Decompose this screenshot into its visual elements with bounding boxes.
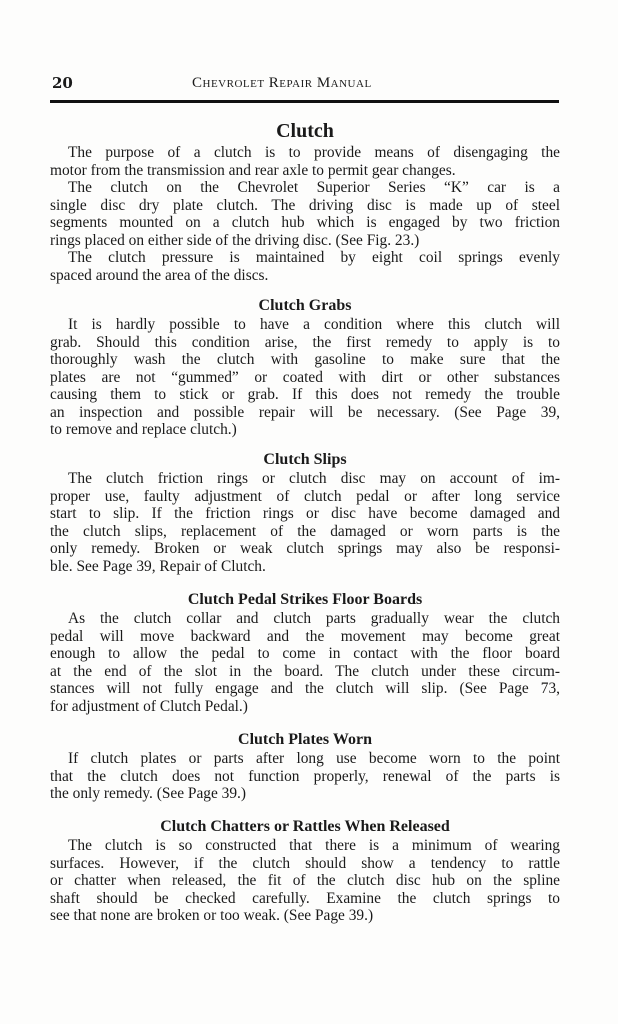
text-line: surfaces. However, if the clutch should show a tendency to rattle xyxy=(50,854,560,872)
running-head: Chevrolet Repair Manual xyxy=(192,75,372,91)
text-line: the clutch slips, replacement of the damaged or worn parts is the xyxy=(50,522,560,540)
text-line: stances will not fully engage and the clutch will slip. (See Page 73, xyxy=(50,680,560,697)
text-line: The clutch friction rings or clutch disc may on account of im- xyxy=(68,470,560,487)
text-line: enough to allow the pedal to come in contact with the floor board xyxy=(50,645,560,662)
text-line: start to slip. If the friction rings or disc have become damaged and xyxy=(50,505,560,522)
page-number: 20 xyxy=(52,74,73,92)
text-line: single disc dry plate clutch. The driving disc is made up of steel xyxy=(50,196,560,214)
text-line: at the end of the slot in the board. The clutch under these circum- xyxy=(50,662,560,680)
section xyxy=(50,589,560,715)
text-line: an inspection and possible repair will be necessary. (See Page 39, xyxy=(50,403,560,421)
text-line: grab. Should this condition arise, the first remedy to apply is to xyxy=(50,333,560,351)
section-heading: Clutch Plates Worn xyxy=(238,731,372,748)
text-line: rings placed on either side of the driving disc. (See Fig. 23.) xyxy=(50,231,420,249)
text-line: motor from the transmission and rear axle to permit gear changes. xyxy=(50,161,456,179)
section xyxy=(50,118,560,284)
section-heading: Clutch Chatters or Rattles When Released xyxy=(160,818,450,835)
text-line: As the clutch collar and clutch parts gradually wear the clutch xyxy=(68,610,560,627)
text-line: causing them to stick or grab. If this does not remedy the trouble xyxy=(50,386,560,403)
text-line: only remedy. Broken or weak clutch springs may also be responsi- xyxy=(50,540,560,557)
text-line: ble. See Page 39, Repair of Clutch. xyxy=(50,557,266,575)
section xyxy=(50,816,560,925)
section xyxy=(50,449,560,575)
text-line: If clutch plates or parts after long use become worn to the point xyxy=(68,750,560,767)
section xyxy=(50,295,560,439)
header-rule xyxy=(50,100,559,103)
text-line: pedal will move backward and the movement may become great xyxy=(50,627,560,645)
text-line: shaft should be checked carefully. Examine the clutch springs to xyxy=(50,889,560,907)
text-line: spaced around the area of the discs. xyxy=(50,266,269,284)
text-line: segments mounted on a clutch hub which is engaged by two friction xyxy=(50,214,560,231)
text-line: The clutch on the Chevrolet Superior Series “K” car is a xyxy=(68,179,560,196)
section xyxy=(50,729,560,803)
text-line: that the clutch does not function properly, renewal of the parts is xyxy=(50,767,560,785)
section-heading: Clutch Grabs xyxy=(258,297,352,314)
text-line: The clutch is so constructed that there is a minimum of wearing xyxy=(68,837,560,854)
text-line: thoroughly wash the clutch with gasoline to make sure that the xyxy=(50,351,560,368)
text-line: proper use, faulty adjustment of clutch pedal or after long service xyxy=(50,487,560,505)
text-line: The purpose of a clutch is to provide means of disengaging the xyxy=(68,144,560,161)
text-line: the only remedy. (See Page 39.) xyxy=(50,785,247,802)
section-heading: Clutch Slips xyxy=(263,451,347,468)
text-line: The clutch pressure is maintained by eight coil springs evenly xyxy=(68,249,560,266)
text-line: for adjustment of Clutch Pedal.) xyxy=(50,697,248,715)
text-line: see that none are broken or too weak. (See Page 39.) xyxy=(50,907,374,924)
section-heading: Clutch Pedal Strikes Floor Boards xyxy=(187,591,423,608)
text-line: or chatter when released, the fit of the clutch disc hub on the spline xyxy=(50,872,560,889)
text-line: plates are not “gummed” or coated with dirt or other substances xyxy=(50,368,560,386)
section-heading: Clutch xyxy=(276,120,334,142)
text-line: to remove and replace clutch.) xyxy=(50,421,237,438)
text-line: It is hardly possible to have a condition where this clutch will xyxy=(68,316,560,333)
